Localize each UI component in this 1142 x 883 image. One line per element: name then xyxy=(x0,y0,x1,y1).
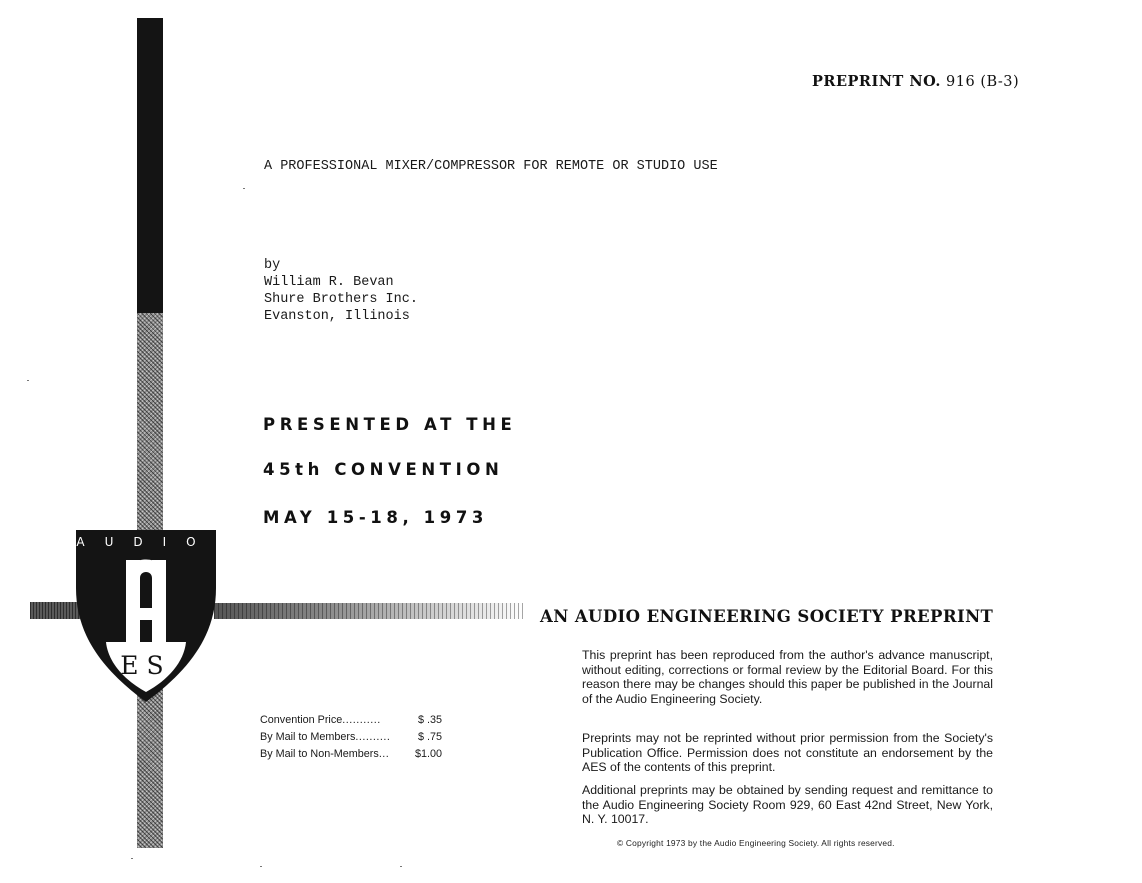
scan-speck xyxy=(400,866,402,867)
preprint-label: PREPRINT NO. xyxy=(812,73,941,90)
price-leader: ........... xyxy=(342,714,381,726)
vertical-bar-solid xyxy=(137,18,163,313)
copyright-notice: © Copyright 1973 by the Audio Engineering Society. All rights reserved. xyxy=(617,838,895,848)
logo-letter-a-crossbar xyxy=(126,608,166,620)
author-name: William R. Bevan xyxy=(264,275,394,290)
price-row xyxy=(260,729,442,746)
notice-paragraph-1: This preprint has been reproduced from the author's advance manuscript, without editing, corrections or formal review by the Editorial Board. For this reason there may be changes should this paper be published in the Journal of the Audio Engineering Society. xyxy=(582,648,993,706)
logo-bottom-text: ES xyxy=(120,651,172,680)
price-value: $ .35 xyxy=(417,714,442,726)
presented-line: PRESENTED AT THE xyxy=(263,415,517,434)
preprint-number: 916 (B-3) xyxy=(946,74,1020,90)
price-value: $ .75 xyxy=(417,731,442,743)
price-row xyxy=(260,746,442,763)
horizontal-bar-fade xyxy=(214,603,524,619)
scan-speck xyxy=(27,380,29,381)
author-location: Evanston, Illinois xyxy=(264,309,410,324)
date-line: MAY 15-18, 1973 xyxy=(263,508,489,527)
society-preprint-banner: AN AUDIO ENGINEERING SOCIETY PREPRINT xyxy=(540,607,994,626)
convention-line: 45th CONVENTION xyxy=(263,460,504,479)
preprint-number-line xyxy=(812,73,1019,90)
scan-speck xyxy=(243,188,245,189)
price-label: Convention Price xyxy=(260,714,343,726)
price-value: $1.00 xyxy=(414,748,442,760)
price-list xyxy=(260,712,442,763)
price-label: By Mail to Members xyxy=(260,731,356,743)
aes-logo xyxy=(74,528,218,704)
price-leader: ... xyxy=(378,748,390,760)
author-block xyxy=(264,257,418,325)
notice-paragraph-2: Preprints may not be reprinted without prior permission from the Society's Publication Office. Permission does not constitute an endorsement by the AES of the contents of this preprint. xyxy=(582,731,993,775)
scan-speck xyxy=(260,866,262,867)
horizontal-bar-left xyxy=(30,602,80,619)
paper-title: A PROFESSIONAL MIXER/COMPRESSOR FOR REMOTE OR STUDIO USE xyxy=(264,159,718,174)
author-company: Shure Brothers Inc. xyxy=(264,292,418,307)
price-row xyxy=(260,712,442,729)
notice-paragraph-3: Additional preprints may be obtained by sending request and remittance to the Audio Engineering Society Room 929, 60 East 42nd Street, New York, N. Y. 10017. xyxy=(582,783,993,827)
price-label: By Mail to Non-Members xyxy=(260,748,379,760)
by-label: by xyxy=(264,258,281,273)
logo-top-text: AUDIO xyxy=(76,535,216,549)
scan-speck xyxy=(131,858,133,859)
price-leader: .......... xyxy=(355,731,391,743)
